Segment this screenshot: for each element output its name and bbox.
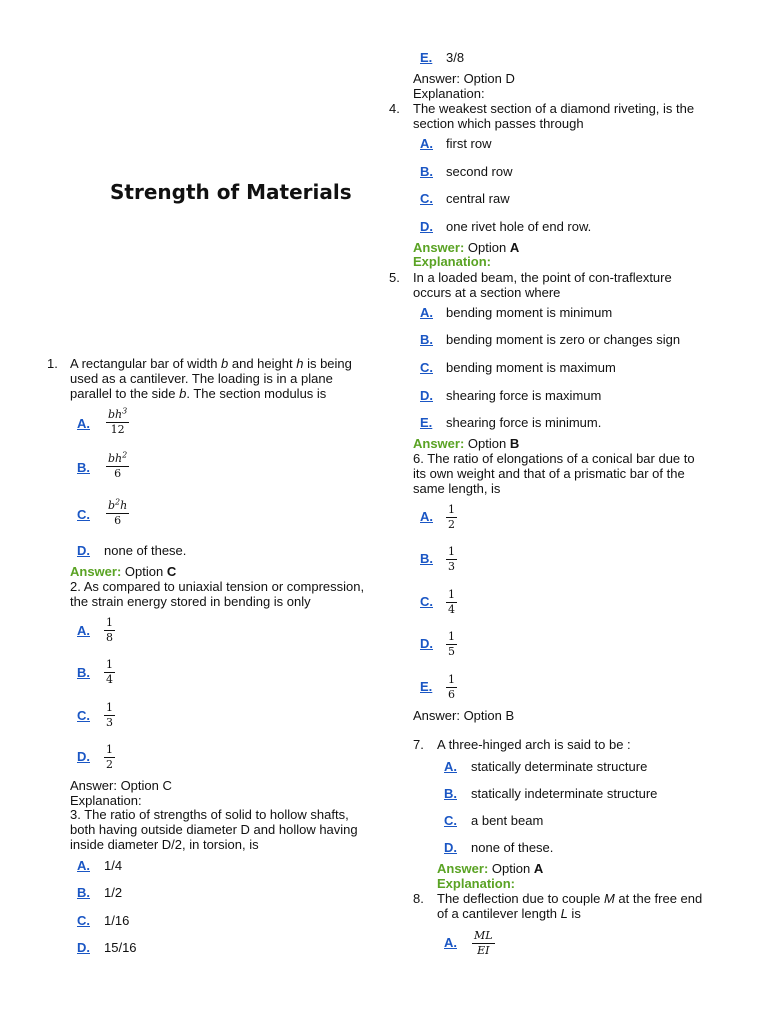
- q5-option-e-text: shearing force is minimum.: [446, 415, 602, 430]
- q5-option-d-link[interactable]: D.: [420, 388, 433, 403]
- q4-option-d-text: one rivet hole of end row.: [446, 219, 592, 234]
- q4-answer: Answer: Option A: [413, 240, 520, 255]
- question-4-line-1: The weakest section of a diamond riveting, is the: [413, 101, 695, 116]
- q7-option-c-link[interactable]: C.: [444, 813, 457, 828]
- q5-option-b-text: bending moment is zero or changes sign: [446, 332, 681, 347]
- q3-option-c-text: 1/16: [104, 913, 130, 928]
- q5-option-b-link[interactable]: B.: [420, 332, 433, 347]
- q-prev-answer: Answer: Option D: [413, 71, 515, 86]
- q2-option-c-fraction: $\frac{1}{3}$: [106, 701, 113, 729]
- q1-option-b-link[interactable]: B.: [77, 460, 90, 475]
- q3-option-c-link[interactable]: C.: [77, 913, 90, 928]
- question-5-line-1: In a loaded beam, the point of con-traflexture: [413, 270, 672, 285]
- q1-option-d-link[interactable]: D.: [77, 543, 90, 558]
- question-2-line-1: 2. As compared to uniaxial tension or compression,: [70, 579, 365, 594]
- q2-option-d-link[interactable]: D.: [77, 749, 90, 764]
- q3-option-d-link[interactable]: D.: [77, 940, 90, 955]
- q5-option-c-text: bending moment is maximum: [446, 360, 616, 375]
- q1-answer: Answer: Option C: [70, 564, 177, 579]
- q7-option-a-text: statically determinate structure: [471, 759, 648, 774]
- question-3-line-3: inside diameter D/2, in torsion, is: [70, 837, 259, 852]
- q2-option-a-fraction: $\frac{1}{8}$: [106, 616, 113, 644]
- question-1-line-2: used as a cantilever. The loading is in a plane: [70, 371, 333, 386]
- q5-option-e-link[interactable]: E.: [420, 415, 433, 430]
- q6-option-d-link[interactable]: D.: [420, 636, 433, 651]
- question-8-number: 8.: [413, 891, 424, 906]
- q6-option-a-fraction: $\frac{1}{2}$: [448, 503, 455, 531]
- q8-option-a-link[interactable]: A.: [444, 935, 457, 950]
- question-8-line-1: The deflection due to couple M at the free end: [437, 891, 703, 906]
- q2-option-a-link[interactable]: A.: [77, 623, 90, 638]
- q1-option-a-fraction: $\frac{bh^3}{12}$: [108, 406, 128, 436]
- q4-option-a-link[interactable]: A.: [420, 136, 433, 151]
- q6-option-b-fraction: $\frac{1}{3}$: [448, 545, 455, 573]
- q2-option-c-link[interactable]: C.: [77, 708, 90, 723]
- question-4-number: 4.: [389, 101, 400, 116]
- question-8-line-2: of a cantilever length L is: [437, 906, 581, 921]
- q4-option-b-text: second row: [446, 164, 513, 179]
- q-prev-explanation: Explanation:: [413, 86, 485, 101]
- q2-option-d-fraction: $\frac{1}{2}$: [106, 743, 113, 771]
- q6-answer: Answer: Option B: [413, 708, 515, 723]
- q4-option-b-link[interactable]: B.: [420, 164, 433, 179]
- q7-option-a-link[interactable]: A.: [444, 759, 457, 774]
- question-1-line-3: parallel to the side b. The section modulus is: [70, 386, 327, 401]
- question-7-number: 7.: [413, 737, 424, 752]
- q7-explanation: Explanation:: [437, 876, 516, 891]
- question-4-text: [413, 101, 694, 131]
- q6-option-c-fraction: $\frac{1}{4}$: [448, 588, 455, 616]
- question-3-text: [70, 807, 358, 852]
- q4-explanation: Explanation:: [413, 254, 492, 269]
- q5-option-d-text: shearing force is maximum: [446, 388, 602, 403]
- question-6-line-1: 6. The ratio of elongations of a conical bar due to: [413, 451, 695, 466]
- q6-option-c-link[interactable]: C.: [420, 594, 433, 609]
- q5-option-a-text: bending moment is minimum: [446, 305, 613, 320]
- q3-option-a-text: 1/4: [104, 858, 123, 873]
- q5-option-c-link[interactable]: C.: [420, 360, 433, 375]
- q7-option-b-link[interactable]: B.: [444, 786, 457, 801]
- q1-option-c-fraction: $\frac{b^2h}{6}$: [108, 497, 128, 527]
- q7-option-d-text: none of these.: [471, 840, 554, 855]
- q1-option-b-fraction: $\frac{bh^2}{6}$: [108, 450, 128, 480]
- page-title: Strength of Materials: [110, 180, 352, 204]
- q2-option-b-link[interactable]: B.: [77, 665, 90, 680]
- question-4-line-2: section which passes through: [413, 116, 584, 131]
- q6-option-e-link[interactable]: E.: [420, 679, 433, 694]
- q6-option-a-link[interactable]: A.: [420, 509, 433, 524]
- question-1-line-1: A rectangular bar of width b and height h is being: [70, 356, 352, 371]
- q3-option-d-text: 15/16: [104, 940, 137, 955]
- q2-option-b-fraction: $\frac{1}{4}$: [106, 658, 113, 686]
- q7-option-d-link[interactable]: D.: [444, 840, 457, 855]
- question-6-text: [413, 451, 695, 496]
- q4-option-c-link[interactable]: C.: [420, 191, 433, 206]
- question-2-line-2: the strain energy stored in bending is only: [70, 594, 311, 609]
- question-1-number: 1.: [47, 356, 58, 371]
- q2-explanation: Explanation:: [70, 793, 142, 808]
- question-3-line-2: both having outside diameter D and hollow having: [70, 822, 358, 837]
- question-6-line-3: same length, is: [413, 481, 501, 496]
- question-3-line-1: 3. The ratio of strengths of solid to hollow shafts,: [70, 807, 349, 822]
- question-7-text: A three-hinged arch is said to be :: [437, 737, 631, 752]
- question-8-text: [437, 891, 702, 921]
- q3-option-a-link[interactable]: A.: [77, 858, 90, 873]
- question-5-text: [413, 270, 672, 300]
- question-6-line-2: its own weight and that of a prismatic bar of the: [413, 466, 685, 481]
- q7-option-b-text: statically indeterminate structure: [471, 786, 658, 801]
- q-prev-option-e-text: 3/8: [446, 50, 465, 65]
- q4-option-a-text: first row: [446, 136, 492, 151]
- q-prev-option-e-link[interactable]: E.: [420, 50, 433, 65]
- q6-option-b-link[interactable]: B.: [420, 551, 433, 566]
- question-1-text: [70, 356, 352, 401]
- q4-option-c-text: central raw: [446, 191, 510, 206]
- q1-option-c-link[interactable]: C.: [77, 507, 90, 522]
- q1-option-a-link[interactable]: A.: [77, 416, 90, 431]
- q3-option-b-text: 1/2: [104, 885, 123, 900]
- q7-answer: Answer: Option A: [437, 861, 544, 876]
- question-2-text: [70, 579, 364, 609]
- q5-option-a-link[interactable]: A.: [420, 305, 433, 320]
- question-5-number: 5.: [389, 270, 400, 285]
- q7-option-c-text: a bent beam: [471, 813, 544, 828]
- q6-option-e-fraction: $\frac{1}{6}$: [448, 673, 455, 701]
- q2-answer: Answer: Option C: [70, 778, 172, 793]
- q1-option-d-text: none of these.: [104, 543, 187, 558]
- q8-option-a-fraction: $\frac{ML}{EI}$: [474, 929, 493, 957]
- question-5-line-2: occurs at a section where: [413, 285, 561, 300]
- q3-option-b-link[interactable]: B.: [77, 885, 90, 900]
- q6-option-d-fraction: $\frac{1}{5}$: [448, 630, 455, 658]
- q4-option-d-link[interactable]: D.: [420, 219, 433, 234]
- q5-answer: Answer: Option B: [413, 436, 520, 451]
